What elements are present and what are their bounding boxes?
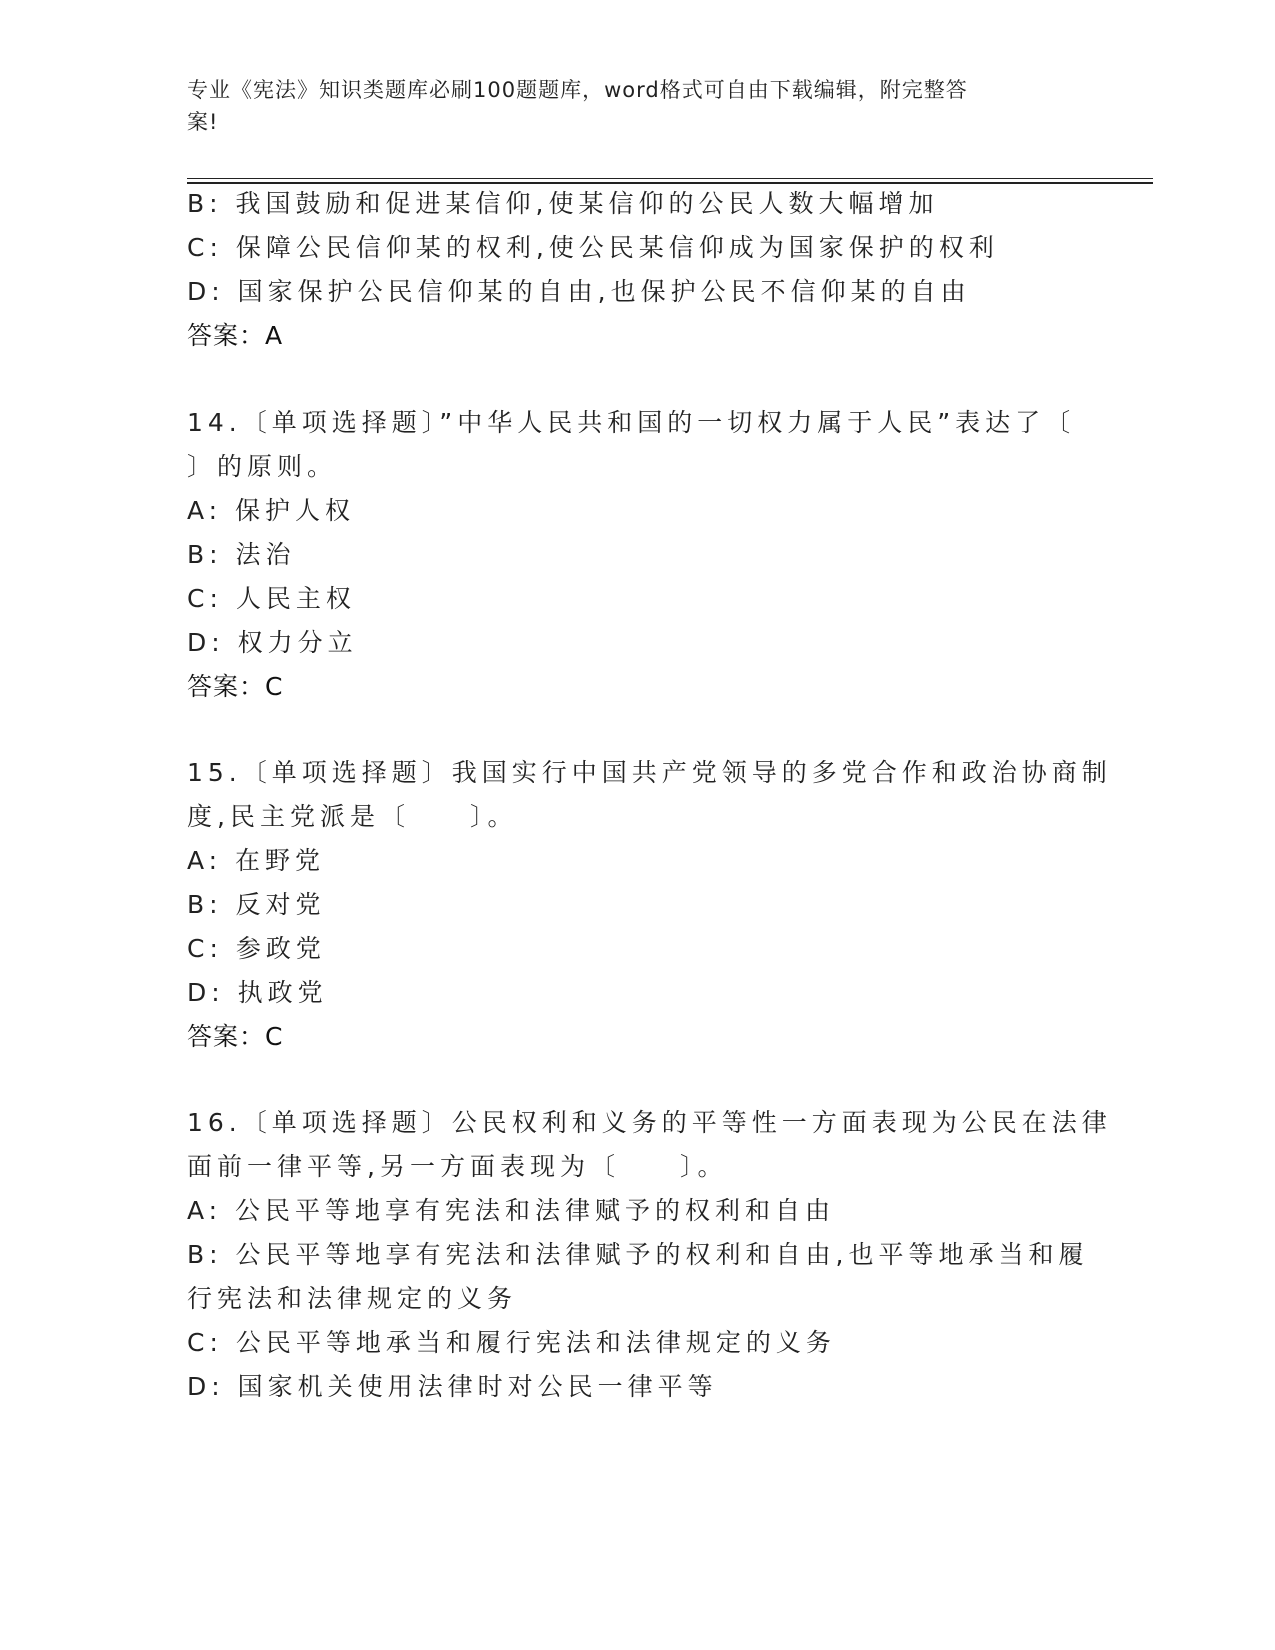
q16-option-a: A: 公民平等地享有宪法和法律赋予的权利和自由 [187,1196,836,1225]
q16-stem-line-1: 16.〔单项选择题〕公民权利和义务的平等性一方面表现为公民在法律 [187,1108,1112,1137]
q15-option-d: D: 执政党 [187,978,328,1007]
q15-answer: 答案：C [187,1022,284,1051]
q14-stem-line-2: 〕的原则。 [187,452,338,481]
header-rule-thick [187,182,1153,184]
q13-option-d: D: 国家保护公民信仰某的自由,也保护公民不信仰某的自由 [187,277,971,306]
q15-stem-line-1: 15.〔单项选择题〕我国实行中国共产党领导的多党合作和政治协商制 [187,758,1112,787]
document-header [187,74,1067,138]
q16-stem-line-2: 面前一律平等,另一方面表现为〔 〕。 [187,1152,728,1181]
q14-option-d: D: 权力分立 [187,628,358,657]
q15-stem-line-2: 度,民主党派是〔 〕。 [187,802,518,831]
q14-option-b: B: 法治 [187,540,296,569]
q13-option-c: C: 保障公民信仰某的权利,使公民某信仰成为国家保护的权利 [187,233,999,262]
q15-option-b: B: 反对党 [187,890,326,919]
q14-option-a: A: 保护人权 [187,496,356,525]
q16-option-b-line-1: B: 公民平等地享有宪法和法律赋予的权利和自由,也平等地承当和履 [187,1240,1089,1269]
q14-answer: 答案：C [187,672,284,701]
header-line-2: 案! [187,110,219,134]
q14-option-c: C: 人民主权 [187,584,356,613]
q15-option-a: A: 在野党 [187,846,326,875]
q13-answer: 答案：A [187,321,284,350]
q16-option-d: D: 国家机关使用法律时对公民一律平等 [187,1372,718,1401]
q16-option-b-line-2: 行宪法和法律规定的义务 [187,1284,518,1313]
q15-option-c: C: 参政党 [187,934,326,963]
header-rule-thin [187,178,1153,179]
header-line-1: 专业《宪法》知识类题库必刷100题题库，word格式可自由下载编辑，附完整答 [187,78,968,102]
q16-option-c: C: 公民平等地承当和履行宪法和法律规定的义务 [187,1328,836,1357]
q14-stem-line-1: 14.〔单项选择题〕”中华人民共和国的一切权力属于人民”表达了〔 [187,408,1076,437]
q13-option-b: B: 我国鼓励和促进某信仰,使某信仰的公民人数大幅增加 [187,189,939,218]
